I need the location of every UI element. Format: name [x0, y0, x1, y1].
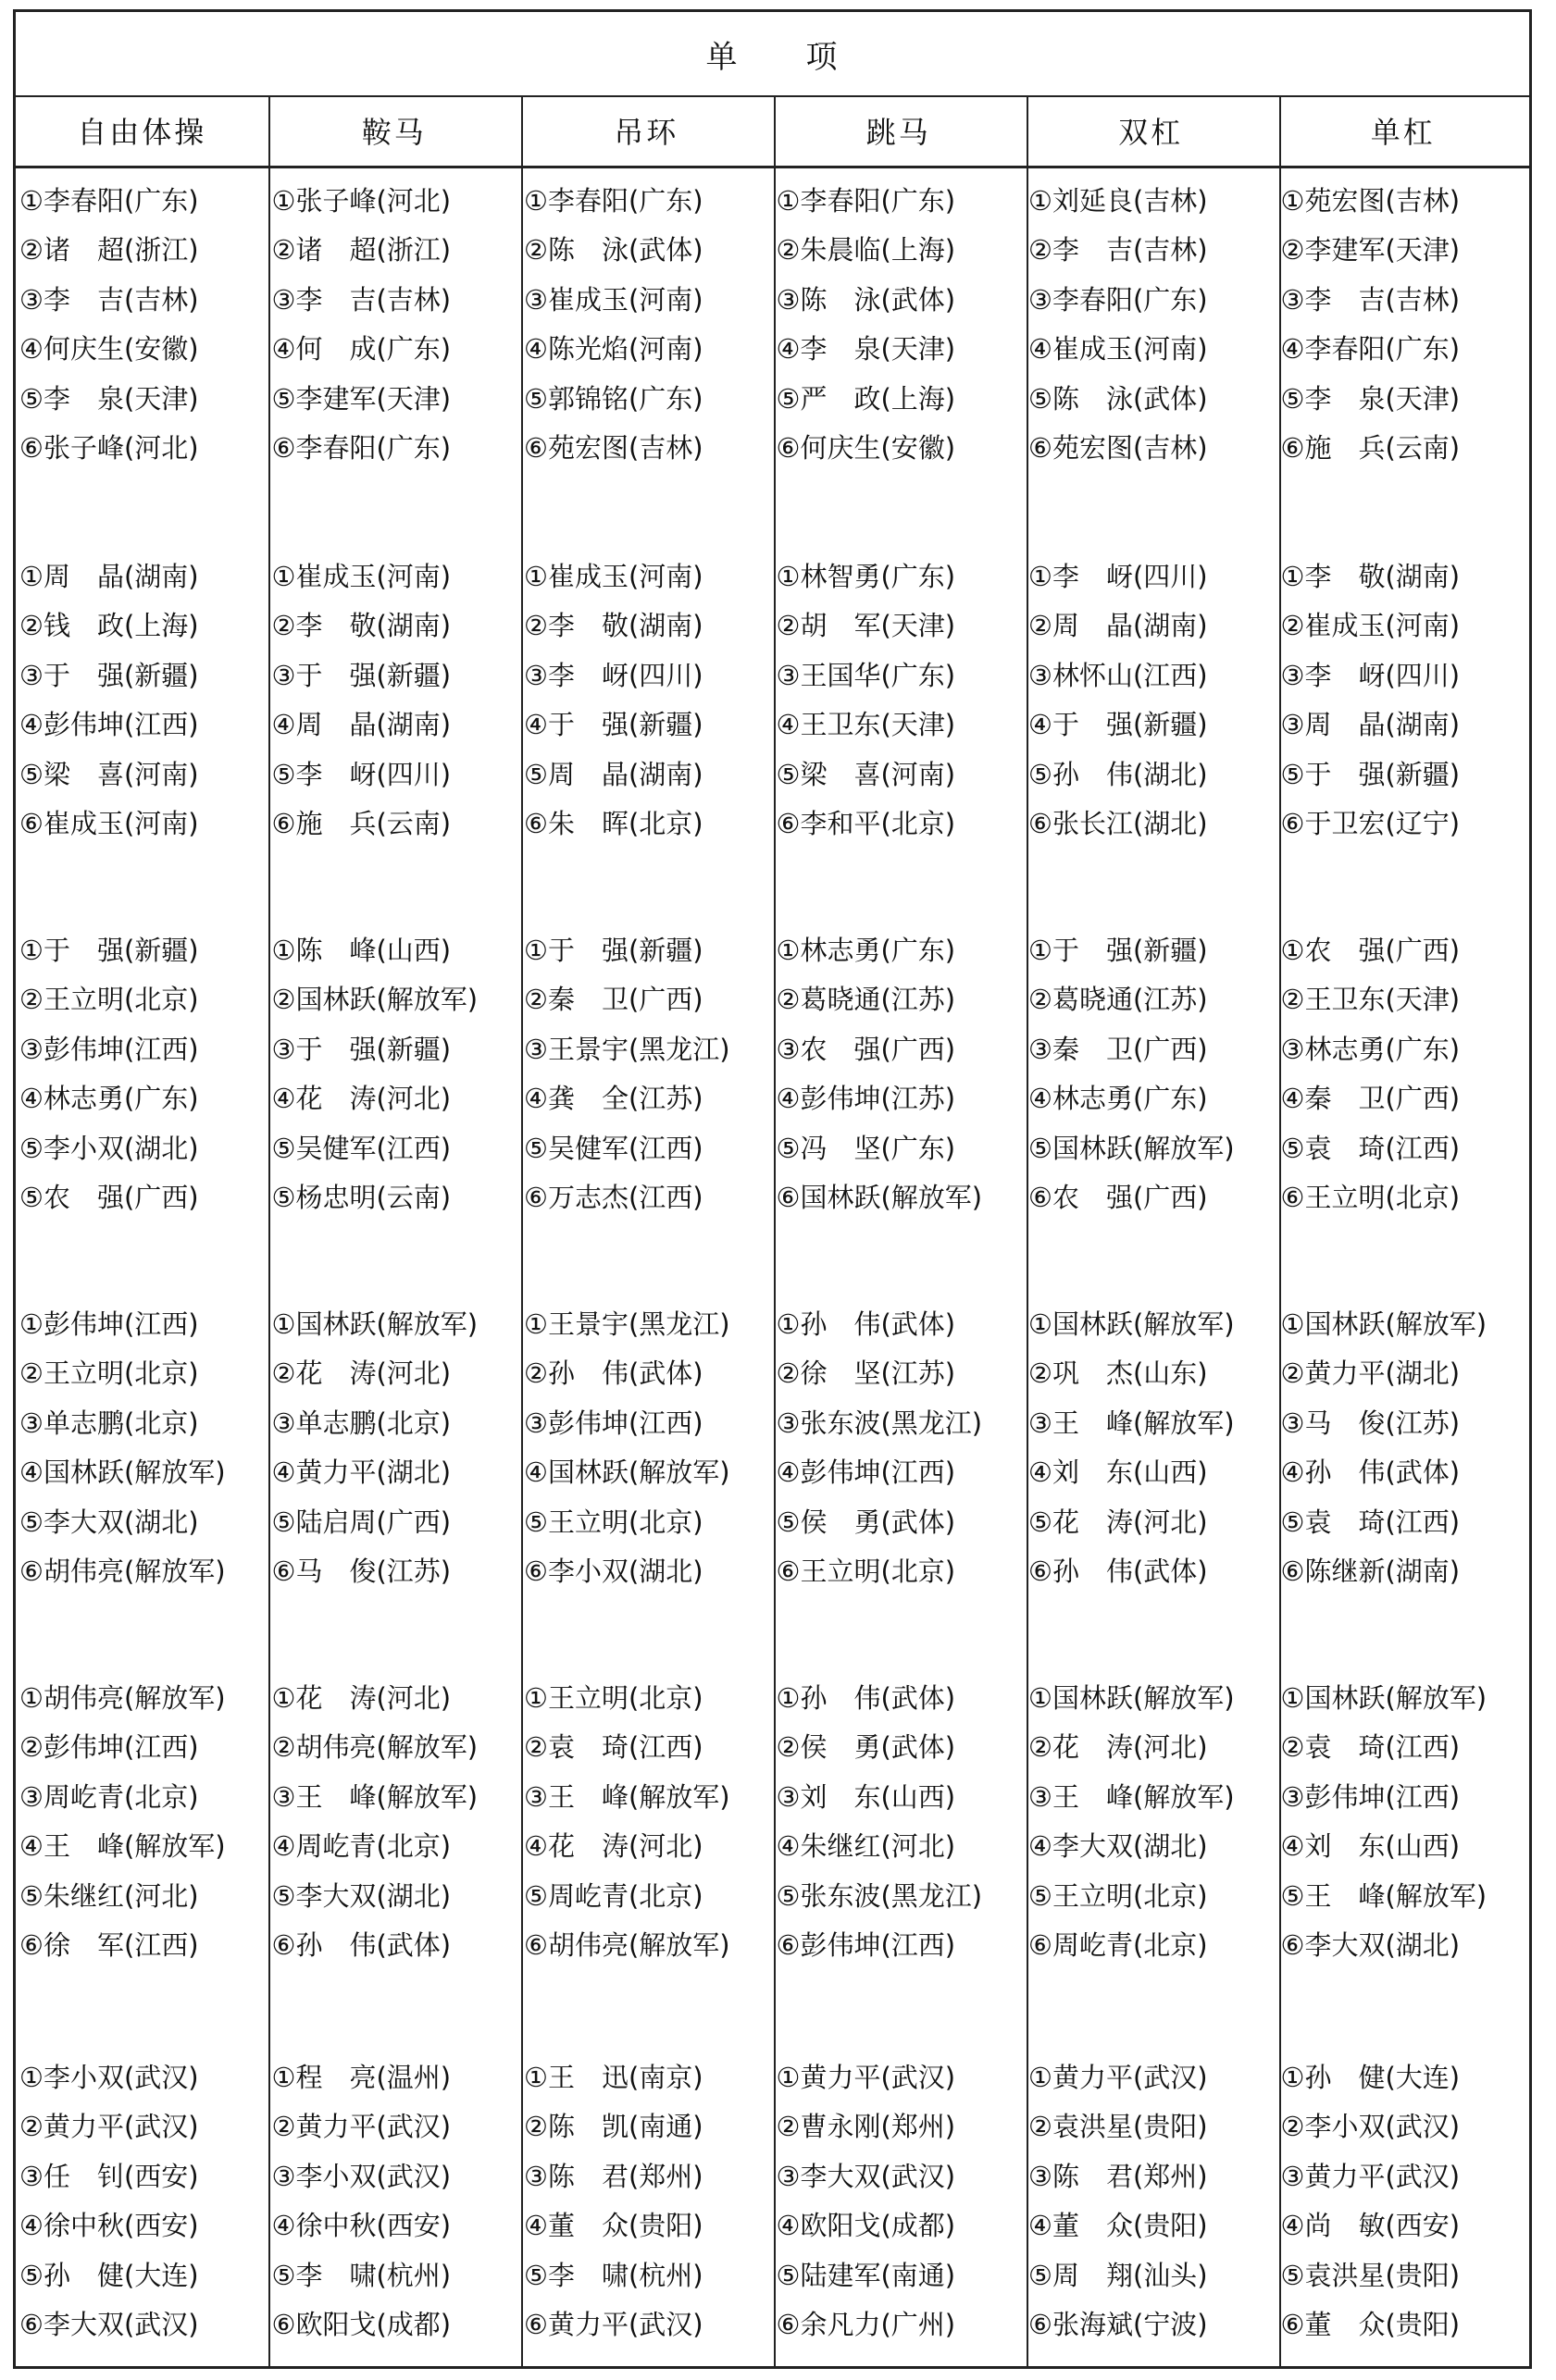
athlete-entry: ④龚 全(江苏): [524, 1083, 703, 1115]
ranking-group: [16, 1300, 268, 1596]
athlete-entry: ⑥王立明(北京): [1280, 1181, 1461, 1213]
athlete-entry: ④何 成(广东): [271, 333, 452, 366]
ranking-group: [1025, 1300, 1277, 1596]
athlete-entry: ③陈 君(郑州): [524, 2160, 703, 2192]
athlete-entry: ②曹永刚(郑州): [776, 2111, 956, 2143]
athlete-entry: ②王立明(北京): [19, 1357, 199, 1390]
athlete-entry: ③李小双(武汉): [271, 2160, 452, 2192]
ranking-group: [773, 2053, 1026, 2349]
athlete-entry: ②花 涛(河北): [271, 1357, 452, 1390]
athlete-entry: ①刘延良(吉林): [1028, 185, 1208, 217]
ranking-group: [16, 926, 268, 1222]
athlete-entry: ②葛晓通(江苏): [1028, 984, 1208, 1016]
athlete-entry: ④林志勇(广东): [19, 1083, 199, 1115]
athlete-entry: ②陈 泳(武体): [524, 234, 703, 267]
athlete-entry: ⑥于卫宏(辽宁): [1280, 807, 1461, 839]
athlete-entry: ①苑宏图(吉林): [1280, 185, 1461, 217]
athlete-entry: ③王 峰(解放军): [271, 1780, 479, 1813]
athlete-entry: ④陈光焰(河南): [524, 333, 703, 366]
athlete-entry: ③彭伟坤(江西): [524, 1407, 703, 1439]
athlete-entry: ⑥苑宏图(吉林): [1028, 431, 1208, 464]
athlete-entry: ①国林跃(解放军): [1280, 1682, 1488, 1714]
athlete-entry: ③林怀山(江西): [1028, 659, 1208, 691]
athlete-entry: ④李春阳(广东): [1280, 333, 1461, 366]
athlete-entry: ②巩 杰(山东): [1028, 1357, 1208, 1390]
ranking-group: [1025, 552, 1277, 849]
athlete-entry: ④崔成玉(河南): [1028, 333, 1208, 366]
athlete-entry: ④彭伟坤(江苏): [776, 1083, 956, 1115]
athlete-entry: ④董 众(贵阳): [524, 2210, 703, 2242]
athlete-entry: ⑥崔成玉(河南): [19, 807, 199, 839]
athlete-entry: ④刘 东(山西): [1280, 1830, 1461, 1863]
athlete-entry: ⑥李和平(北京): [776, 807, 956, 839]
athlete-entry: ②胡伟亮(解放军): [271, 1731, 479, 1764]
event-column-pommel: [268, 166, 521, 2369]
event-column-high-bar: [1277, 166, 1530, 2369]
athlete-entry: ⑤李 啸(杭州): [524, 2259, 703, 2291]
athlete-entry: ④彭伟坤(江西): [19, 709, 199, 741]
athlete-entry: ⑥胡伟亮(解放军): [524, 1928, 730, 1961]
athlete-entry: ①李小双(武汉): [19, 2062, 199, 2093]
athlete-entry: ⑥李大双(武汉): [19, 2308, 199, 2340]
event-column-rings: [520, 166, 773, 2369]
athlete-entry: ①花 涛(河北): [271, 1682, 452, 1714]
athlete-entry: ①王景宇(黑龙江): [524, 1308, 730, 1340]
athlete-entry: ⑤吴健军(江西): [524, 1132, 703, 1164]
athlete-entry: ③李 岈(四川): [524, 659, 703, 691]
athlete-entry: ①于 强(新疆): [1028, 935, 1208, 966]
athlete-entry: ②侯 勇(武体): [776, 1731, 956, 1764]
ranking-group: [268, 2053, 521, 2349]
athlete-entry: ⑥马 俊(江苏): [271, 1555, 452, 1587]
athlete-entry: ④黄力平(湖北): [271, 1457, 452, 1489]
athlete-entry: ④董 众(贵阳): [1028, 2210, 1208, 2242]
athlete-entry: ①于 强(新疆): [524, 935, 703, 966]
athlete-entry: ⑤郭锦铭(广东): [524, 382, 703, 415]
athlete-entry: ②袁洪星(贵阳): [1028, 2111, 1208, 2143]
athlete-entry: ①林智勇(广东): [776, 561, 956, 592]
athlete-entry: ⑤李 啸(杭州): [271, 2259, 452, 2291]
athlete-entry: ②花 涛(河北): [1028, 1731, 1208, 1764]
athlete-entry: ①国林跃(解放军): [1028, 1682, 1235, 1714]
athlete-entry: ①孙 健(大连): [1280, 2062, 1461, 2093]
ranking-group: [268, 1300, 521, 1596]
athlete-entry: ②钱 政(上海): [19, 610, 199, 642]
athlete-entry: ⑤王 峰(解放军): [1280, 1879, 1488, 1912]
athlete-entry: ③刘 东(山西): [776, 1780, 956, 1813]
athlete-entry: ④尚 敏(西安): [1280, 2210, 1461, 2242]
athlete-entry: ⑥张子峰(河北): [19, 431, 199, 464]
event-header-row: [16, 95, 1529, 168]
athlete-entry: ③王 峰(解放军): [1028, 1780, 1235, 1813]
athlete-entry: ③王 峰(解放军): [1028, 1407, 1235, 1439]
athlete-entry: ⑤陆建军(南通): [776, 2259, 956, 2291]
athlete-entry: ②李 吉(吉林): [1028, 234, 1208, 267]
athlete-entry: ⑤周 晶(湖南): [524, 758, 703, 790]
athlete-entry: ⑥陈继新(湖南): [1280, 1555, 1461, 1587]
athlete-entry: ②彭伟坤(江西): [19, 1731, 199, 1764]
athlete-entry: ③李 岈(四川): [1280, 659, 1461, 691]
athlete-entry: ⑥朱 晖(北京): [524, 807, 703, 839]
ranking-group: [773, 926, 1026, 1222]
athlete-entry: ③林志勇(广东): [1280, 1033, 1461, 1065]
athlete-entry: ⑤周屹青(北京): [524, 1879, 703, 1912]
athlete-entry: ⑥李大双(湖北): [1280, 1928, 1461, 1961]
athlete-entry: ④花 涛(河北): [524, 1830, 703, 1863]
athlete-entry: ③王 峰(解放军): [524, 1780, 730, 1813]
athlete-entry: ⑤李小双(湖北): [19, 1132, 199, 1164]
athlete-entry: ②李 敬(湖南): [271, 610, 452, 642]
athlete-entry: ③于 强(新疆): [271, 1033, 452, 1065]
athlete-entry: ⑥欧阳戈(成都): [271, 2308, 452, 2340]
ranking-group: [16, 177, 268, 473]
athlete-entry: ⑤严 政(上海): [776, 382, 956, 415]
athlete-entry: ⑥何庆生(安徽): [776, 431, 956, 464]
athlete-entry: ⑤国林跃(解放军): [1028, 1132, 1235, 1164]
athlete-entry: ②葛晓通(江苏): [776, 984, 956, 1016]
athlete-entry: ④王卫东(天津): [776, 709, 956, 741]
athlete-entry: ③李大双(武汉): [776, 2160, 956, 2192]
athlete-entry: ④国林跃(解放军): [524, 1457, 730, 1489]
ranking-group: [520, 1300, 773, 1596]
athlete-entry: ⑤农 强(广西): [19, 1181, 199, 1213]
athlete-entry: ⑥余凡力(广州): [776, 2308, 956, 2340]
athlete-entry: ②王立明(北京): [19, 984, 199, 1016]
athlete-entry: ③秦 卫(广西): [1028, 1033, 1208, 1065]
ranking-group: [1025, 926, 1277, 1222]
athlete-entry: ①于 强(新疆): [19, 935, 199, 966]
athlete-entry: ③马 俊(江苏): [1280, 1407, 1461, 1439]
athlete-entry: ⑤于 强(新疆): [1280, 758, 1461, 790]
athlete-entry: ③李春阳(广东): [1028, 283, 1208, 316]
athlete-entry: ⑤李建军(天津): [271, 382, 452, 415]
athlete-entry: ①崔成玉(河南): [271, 561, 452, 592]
athlete-entry: ①孙 伟(武体): [776, 1308, 956, 1340]
athlete-entry: ②李建军(天津): [1280, 234, 1461, 267]
athlete-entry: ①国林跃(解放军): [271, 1308, 479, 1340]
athlete-entry: ①张子峰(河北): [271, 185, 452, 217]
athlete-entry: ①崔成玉(河南): [524, 561, 703, 592]
ranking-group: [268, 552, 521, 849]
athlete-entry: ①周 晶(湖南): [19, 561, 199, 592]
event-column-vault: [773, 166, 1026, 2369]
athlete-entry: ②诸 超(浙江): [19, 234, 199, 267]
athlete-entry: ③任 钊(西安): [19, 2160, 199, 2192]
results-table: [13, 9, 1532, 2369]
athlete-entry: ⑤王立明(北京): [1028, 1879, 1208, 1912]
athlete-entry: ⑤陆启周(广西): [271, 1506, 452, 1538]
athlete-entry: ⑤周 翔(汕头): [1028, 2259, 1208, 2291]
athlete-entry: ③单志鹏(北京): [19, 1407, 199, 1439]
ranking-group: [773, 1300, 1026, 1596]
athlete-entry: ⑤李 泉(天津): [19, 382, 199, 415]
ranking-group: [16, 2053, 268, 2349]
athlete-entry: ⑤陈 泳(武体): [1028, 382, 1208, 415]
athlete-entry: ①李 敬(湖南): [1280, 561, 1461, 592]
athlete-entry: ①国林跃(解放军): [1028, 1308, 1235, 1340]
event-column-parallel-bars: [1025, 166, 1277, 2369]
athlete-entry: ⑤王立明(北京): [524, 1506, 703, 1538]
athlete-entry: ③于 强(新疆): [19, 659, 199, 691]
athlete-entry: ④花 涛(河北): [271, 1083, 452, 1115]
table-title: 单 项: [16, 12, 1529, 97]
athlete-entry: ①黄力平(武汉): [776, 2062, 956, 2093]
athlete-entry: ⑥张长江(湖北): [1028, 807, 1208, 839]
athlete-entry: ④何庆生(安徽): [19, 333, 199, 366]
athlete-entry: ②朱晨临(上海): [776, 234, 956, 267]
athlete-entry: ③周 晶(湖南): [1280, 709, 1461, 741]
athlete-entry: ③李 吉(吉林): [19, 283, 199, 316]
athlete-entry: ⑥国林跃(解放军): [776, 1181, 983, 1213]
athlete-entry: ⑥苑宏图(吉林): [524, 431, 703, 464]
ranking-group: [1025, 1674, 1277, 1970]
athlete-entry: ①孙 伟(武体): [776, 1682, 956, 1714]
athlete-entry: ④王 峰(解放军): [19, 1830, 226, 1863]
athlete-entry: ⑤袁 琦(江西): [1280, 1506, 1461, 1538]
athlete-entry: ②胡 军(天津): [776, 610, 956, 642]
event-header-parallel-bars: 双杠: [1118, 115, 1184, 150]
event-header-vault: 跳马: [865, 115, 931, 150]
event-header-rings: 吊环: [614, 115, 679, 150]
athlete-entry: ⑤梁 喜(河南): [776, 758, 956, 790]
athlete-entry: ⑤孙 伟(湖北): [1028, 758, 1208, 790]
ranking-group: [520, 552, 773, 849]
athlete-entry: ④孙 伟(武体): [1280, 1457, 1461, 1489]
athlete-entry: ④秦 卫(广西): [1280, 1083, 1461, 1115]
athlete-entry: ⑤李大双(湖北): [19, 1506, 199, 1538]
athlete-entry: ④欧阳戈(成都): [776, 2210, 956, 2242]
athlete-entry: ①李春阳(广东): [19, 185, 199, 217]
athlete-entry: ⑥万志杰(江西): [524, 1181, 703, 1213]
athlete-entry: ②徐 坚(江苏): [776, 1357, 956, 1390]
ranking-group: [1277, 926, 1530, 1222]
athlete-entry: ②黄力平(湖北): [1280, 1357, 1461, 1390]
ranking-group: [773, 177, 1026, 473]
ranking-group: [268, 177, 521, 473]
athlete-entry: ⑤李 岈(四川): [271, 758, 452, 790]
athlete-entry: ⑥李春阳(广东): [271, 431, 452, 464]
ranking-group: [1277, 552, 1530, 849]
athlete-entry: ①彭伟坤(江西): [19, 1308, 199, 1340]
athlete-entry: ①王立明(北京): [524, 1682, 703, 1714]
athlete-entry: ⑥黄力平(武汉): [524, 2308, 703, 2340]
athlete-entry: ④周屹青(北京): [271, 1830, 452, 1863]
athlete-entry: ⑤冯 坚(广东): [776, 1132, 956, 1164]
athlete-entry: ⑥王立明(北京): [776, 1555, 956, 1587]
athlete-entry: ④徐中秋(西安): [271, 2210, 452, 2242]
event-header-high-bar: 单杠: [1370, 115, 1436, 150]
athlete-entry: ④于 强(新疆): [524, 709, 703, 741]
athlete-entry: ⑤李大双(湖北): [271, 1879, 452, 1912]
athlete-entry: ③周屹青(北京): [19, 1780, 199, 1813]
athlete-entry: ①国林跃(解放军): [1280, 1308, 1488, 1340]
athlete-entry: ⑤朱继红(河北): [19, 1879, 199, 1912]
athlete-entry: ⑤吴健军(江西): [271, 1132, 452, 1164]
athlete-entry: ⑥周屹青(北京): [1028, 1928, 1208, 1961]
ranking-group: [16, 552, 268, 849]
athlete-entry: ⑥孙 伟(武体): [1028, 1555, 1208, 1587]
athlete-entry: ②周 晶(湖南): [1028, 610, 1208, 642]
athlete-entry: ⑥胡伟亮(解放军): [19, 1555, 226, 1587]
ranking-group: [1277, 177, 1530, 473]
ranking-group: [268, 926, 521, 1222]
athlete-entry: ⑥施 兵(云南): [271, 807, 452, 839]
athlete-entry: ①林志勇(广东): [776, 935, 956, 966]
athlete-entry: ⑤袁 琦(江西): [1280, 1132, 1461, 1164]
athlete-entry: ③单志鹏(北京): [271, 1407, 452, 1439]
athlete-entry: ④李 泉(天津): [776, 333, 956, 366]
athlete-entry: ②国林跃(解放军): [271, 984, 479, 1016]
athlete-entry: ①李春阳(广东): [524, 185, 703, 217]
athlete-entry: ③农 强(广西): [776, 1033, 956, 1065]
athlete-entry: ④刘 东(山西): [1028, 1457, 1208, 1489]
athlete-entry: ②秦 卫(广西): [524, 984, 703, 1016]
athlete-entry: ⑤花 涛(河北): [1028, 1506, 1208, 1538]
ranking-group: [1277, 1674, 1530, 1970]
athlete-entry: ③彭伟坤(江西): [1280, 1780, 1461, 1813]
athlete-entry: ②崔成玉(河南): [1280, 610, 1461, 642]
ranking-group: [1277, 1300, 1530, 1596]
athlete-entry: ②孙 伟(武体): [524, 1357, 703, 1390]
athlete-entry: ①胡伟亮(解放军): [19, 1682, 226, 1714]
ranking-group: [268, 1674, 521, 1970]
athlete-entry: ③王国华(广东): [776, 659, 956, 691]
athlete-entry: ③陈 君(郑州): [1028, 2160, 1208, 2192]
athlete-entry: ②诸 超(浙江): [271, 234, 452, 267]
athlete-entry: ④朱继红(河北): [776, 1830, 956, 1863]
athlete-entry: ②袁 琦(江西): [524, 1731, 703, 1764]
athlete-entry: ①陈 峰(山西): [271, 935, 452, 966]
ranking-group: [1025, 177, 1277, 473]
athlete-entry: ⑤侯 勇(武体): [776, 1506, 956, 1538]
ranking-group: [1277, 2053, 1530, 2349]
athlete-entry: ③张东波(黑龙江): [776, 1407, 983, 1439]
athlete-entry: ①王 迅(南京): [524, 2062, 703, 2093]
athlete-entry: ⑥农 强(广西): [1028, 1181, 1208, 1213]
athlete-entry: ②王卫东(天津): [1280, 984, 1461, 1016]
athlete-entry: ⑥孙 伟(武体): [271, 1928, 452, 1961]
athlete-entry: ②黄力平(武汉): [271, 2111, 452, 2143]
athlete-entry: ⑥施 兵(云南): [1280, 431, 1461, 464]
athlete-entry: ②陈 凯(南通): [524, 2111, 703, 2143]
athlete-entry: ⑥彭伟坤(江西): [776, 1928, 956, 1961]
athlete-entry: ⑤袁洪星(贵阳): [1280, 2259, 1461, 2291]
athlete-entry: ③彭伟坤(江西): [19, 1033, 199, 1065]
athlete-entry: ②李小双(武汉): [1280, 2111, 1461, 2143]
athlete-entry: ④周 晶(湖南): [271, 709, 452, 741]
event-column-floor: [16, 166, 268, 2369]
ranking-group: [1025, 2053, 1277, 2349]
athlete-entry: ①程 亮(温州): [271, 2062, 452, 2093]
athlete-entry: ④于 强(新疆): [1028, 709, 1208, 741]
athlete-entry: ⑤李 泉(天津): [1280, 382, 1461, 415]
athlete-entry: ③于 强(新疆): [271, 659, 452, 691]
athlete-entry: ④李大双(湖北): [1028, 1830, 1208, 1863]
athlete-entry: ③崔成玉(河南): [524, 283, 703, 316]
athlete-entry: ④徐中秋(西安): [19, 2210, 199, 2242]
ranking-group: [520, 2053, 773, 2349]
athlete-entry: ④林志勇(广东): [1028, 1083, 1208, 1115]
ranking-group: [773, 552, 1026, 849]
athlete-entry: ⑤杨忠明(云南): [271, 1181, 452, 1213]
athlete-entry: ⑥张海斌(宁波): [1028, 2308, 1208, 2340]
athlete-entry: ③李 吉(吉林): [1280, 283, 1461, 316]
ranking-group: [520, 926, 773, 1222]
athlete-entry: ③陈 泳(武体): [776, 283, 956, 316]
athlete-entry: ⑤孙 健(大连): [19, 2259, 199, 2291]
athlete-entry: ④彭伟坤(江西): [776, 1457, 956, 1489]
results-body: [16, 166, 1529, 2369]
athlete-entry: ⑥李小双(湖北): [524, 1555, 703, 1587]
athlete-entry: ①黄力平(武汉): [1028, 2062, 1208, 2093]
athlete-entry: ②袁 琦(江西): [1280, 1731, 1461, 1764]
athlete-entry: ②李 敬(湖南): [524, 610, 703, 642]
athlete-entry: ⑤梁 喜(河南): [19, 758, 199, 790]
athlete-entry: ②黄力平(武汉): [19, 2111, 199, 2143]
ranking-group: [520, 1674, 773, 1970]
athlete-entry: ⑤张东波(黑龙江): [776, 1879, 983, 1912]
ranking-group: [520, 177, 773, 473]
athlete-entry: ⑥董 众(贵阳): [1280, 2308, 1461, 2340]
ranking-group: [773, 1674, 1026, 1970]
event-header-pommel: 鞍马: [361, 115, 427, 150]
athlete-entry: ③李 吉(吉林): [271, 283, 452, 316]
athlete-entry: ⑥徐 军(江西): [19, 1928, 199, 1961]
athlete-entry: ①农 强(广西): [1280, 935, 1461, 966]
athlete-entry: ④国林跃(解放军): [19, 1457, 226, 1489]
event-header-floor: 自由体操: [77, 115, 207, 150]
athlete-entry: ③黄力平(武汉): [1280, 2160, 1461, 2192]
athlete-entry: ③王景宇(黑龙江): [524, 1033, 730, 1065]
ranking-group: [16, 1674, 268, 1970]
athlete-entry: ①李 岈(四川): [1028, 561, 1208, 592]
athlete-entry: ①李春阳(广东): [776, 185, 956, 217]
